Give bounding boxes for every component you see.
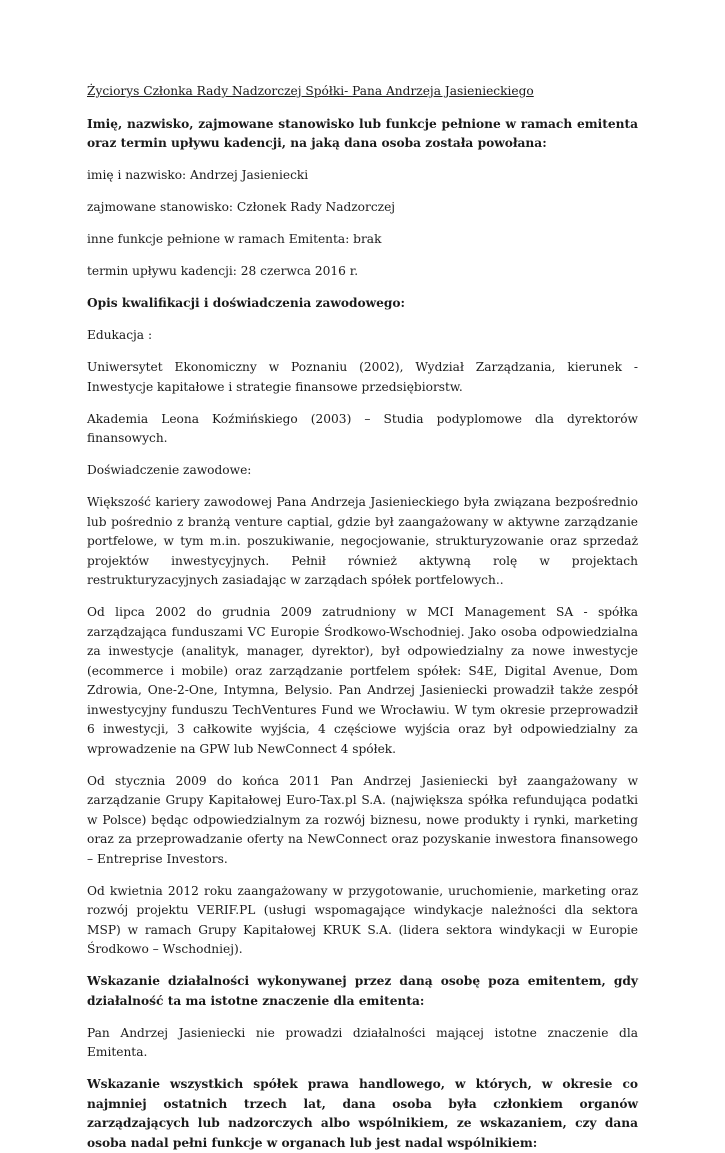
- experience-label: Doświadczenie zawodowe:: [87, 463, 252, 477]
- experience-paragraph-3: Od stycznia 2009 do końca 2011 Pan Andrzej Jasieniecki był zaangażowany w zarządzanie Grupy Kapitałowej Euro-Tax.pl S.A. (największa spółka refundująca podatki w Polsce) będąc odpowiedzialnym za rozwój biznesu, nowe produkty i rynki, marketing oraz za przeprowadzanie oferty na NewConnect oraz pozyskanie inwestora finansowego – Entreprise Investors.: [87, 773, 638, 866]
- experience-paragraph-4: Od kwietnia 2012 roku zaangażowany w przygotowanie, uruchomienie, marketing oraz rozwój projektu VERIF.PL (usługi wspomagające windykacje należności dla sektora MSP) w ramach Grupy Kapitałowej KRUK S.A. (lidera sektora windykacji w Europie Środkowo – Wschodniej).: [87, 883, 638, 956]
- heading-name-position: Imię, nazwisko, zajmowane stanowisko lub funkcje pełnione w ramach emitenta oraz termin upływu kadencji, na jaką dana osoba została powołana:: [87, 116, 638, 150]
- heading-activity: Wskazanie działalności wykonywanej przez daną osobę poza emitentem, gdy działalność ta ma istotne znaczenie dla emitenta:: [87, 974, 638, 1008]
- heading-qualifications: Opis kwalifikacji i doświadczenia zawodowego:: [87, 296, 406, 310]
- name-line: imię i nazwisko: Andrzej Jasieniecki: [87, 168, 309, 182]
- document-title: Życiorys Członka Rady Nadzorczej Spółki- Pana Andrzeja Jasienieckiego: [87, 84, 534, 98]
- term-line: termin upływu kadencji: 28 czerwca 2016 r.: [87, 264, 359, 278]
- activity-text: Pan Andrzej Jasieniecki nie prowadzi działalności mającej istotne znaczenie dla Emitenta.: [87, 1025, 638, 1059]
- education-item-2: Akademia Leona Koźmińskiego (2003) – Studia podyplomowe dla dyrektorów finansowych.: [87, 411, 638, 445]
- heading-companies: Wskazanie wszystkich spółek prawa handlowego, w których, w okresie co najmniej ostatnich trzech lat, dana osoba była członkiem organów zarządzających lub nadzorczych albo wspólnikiem, ze wskazaniem, czy dana osoba nadal pełni funkcje w organach lub jest nadal wspólnikiem:: [87, 1077, 638, 1150]
- experience-paragraph-1: Większość kariery zawodowej Pana Andrzeja Jasienieckiego była związana bezpośrednio lub pośrednio z branżą venture captial, gdzie był zaangażowany w aktywne zarządzanie portfelowe, w tym m.in. poszukiwanie, negocjowanie, strukturyzowanie oraz sprzedaż projektów inwestycyjnych. Pełnił również aktywną rolę w projektach restrukturyzacyjnych zasiadając w zarządach spółek portfelowych..: [87, 495, 638, 587]
- other-functions-line: inne funkcje pełnione w ramach Emitenta: brak: [87, 232, 382, 246]
- position-line: zajmowane stanowisko: Członek Rady Nadzorczej: [87, 200, 396, 214]
- education-label: Edukacja :: [87, 328, 153, 342]
- education-item-1: Uniwersytet Ekonomiczny w Poznaniu (2002), Wydział Zarządzania, kierunek - Inwestycje kapitałowe i strategie finansowe przedsiębiorstw.: [87, 360, 638, 394]
- experience-paragraph-2: Od lipca 2002 do grudnia 2009 zatrudniony w MCI Management SA - spółka zarządzająca funduszami VC Europie Środkowo-Wschodniej. Jako osoba odpowiedzialna za inwestycje (analityk, manager, dyrektor), był odpowiedzialny za nowe inwestycje (ecommerce i mobile) oraz zarządzanie portfelem spółek: S4E, Digital Avenue, Dom Zdrowia, One-2-One, Intymna, Belysio. Pan Andrzej Jasieniecki prowadził także zespół inwestycyjny funduszu TechVentures Fund we Wrocławiu. W tym okresie przeprowadził 6 inwestycji, 3 całkowite wyjścia, 4 częściowe wyjścia oraz był odpowiedzialny za wprowadzenie na GPW lub NewConnect 4 spółek.: [87, 605, 638, 756]
